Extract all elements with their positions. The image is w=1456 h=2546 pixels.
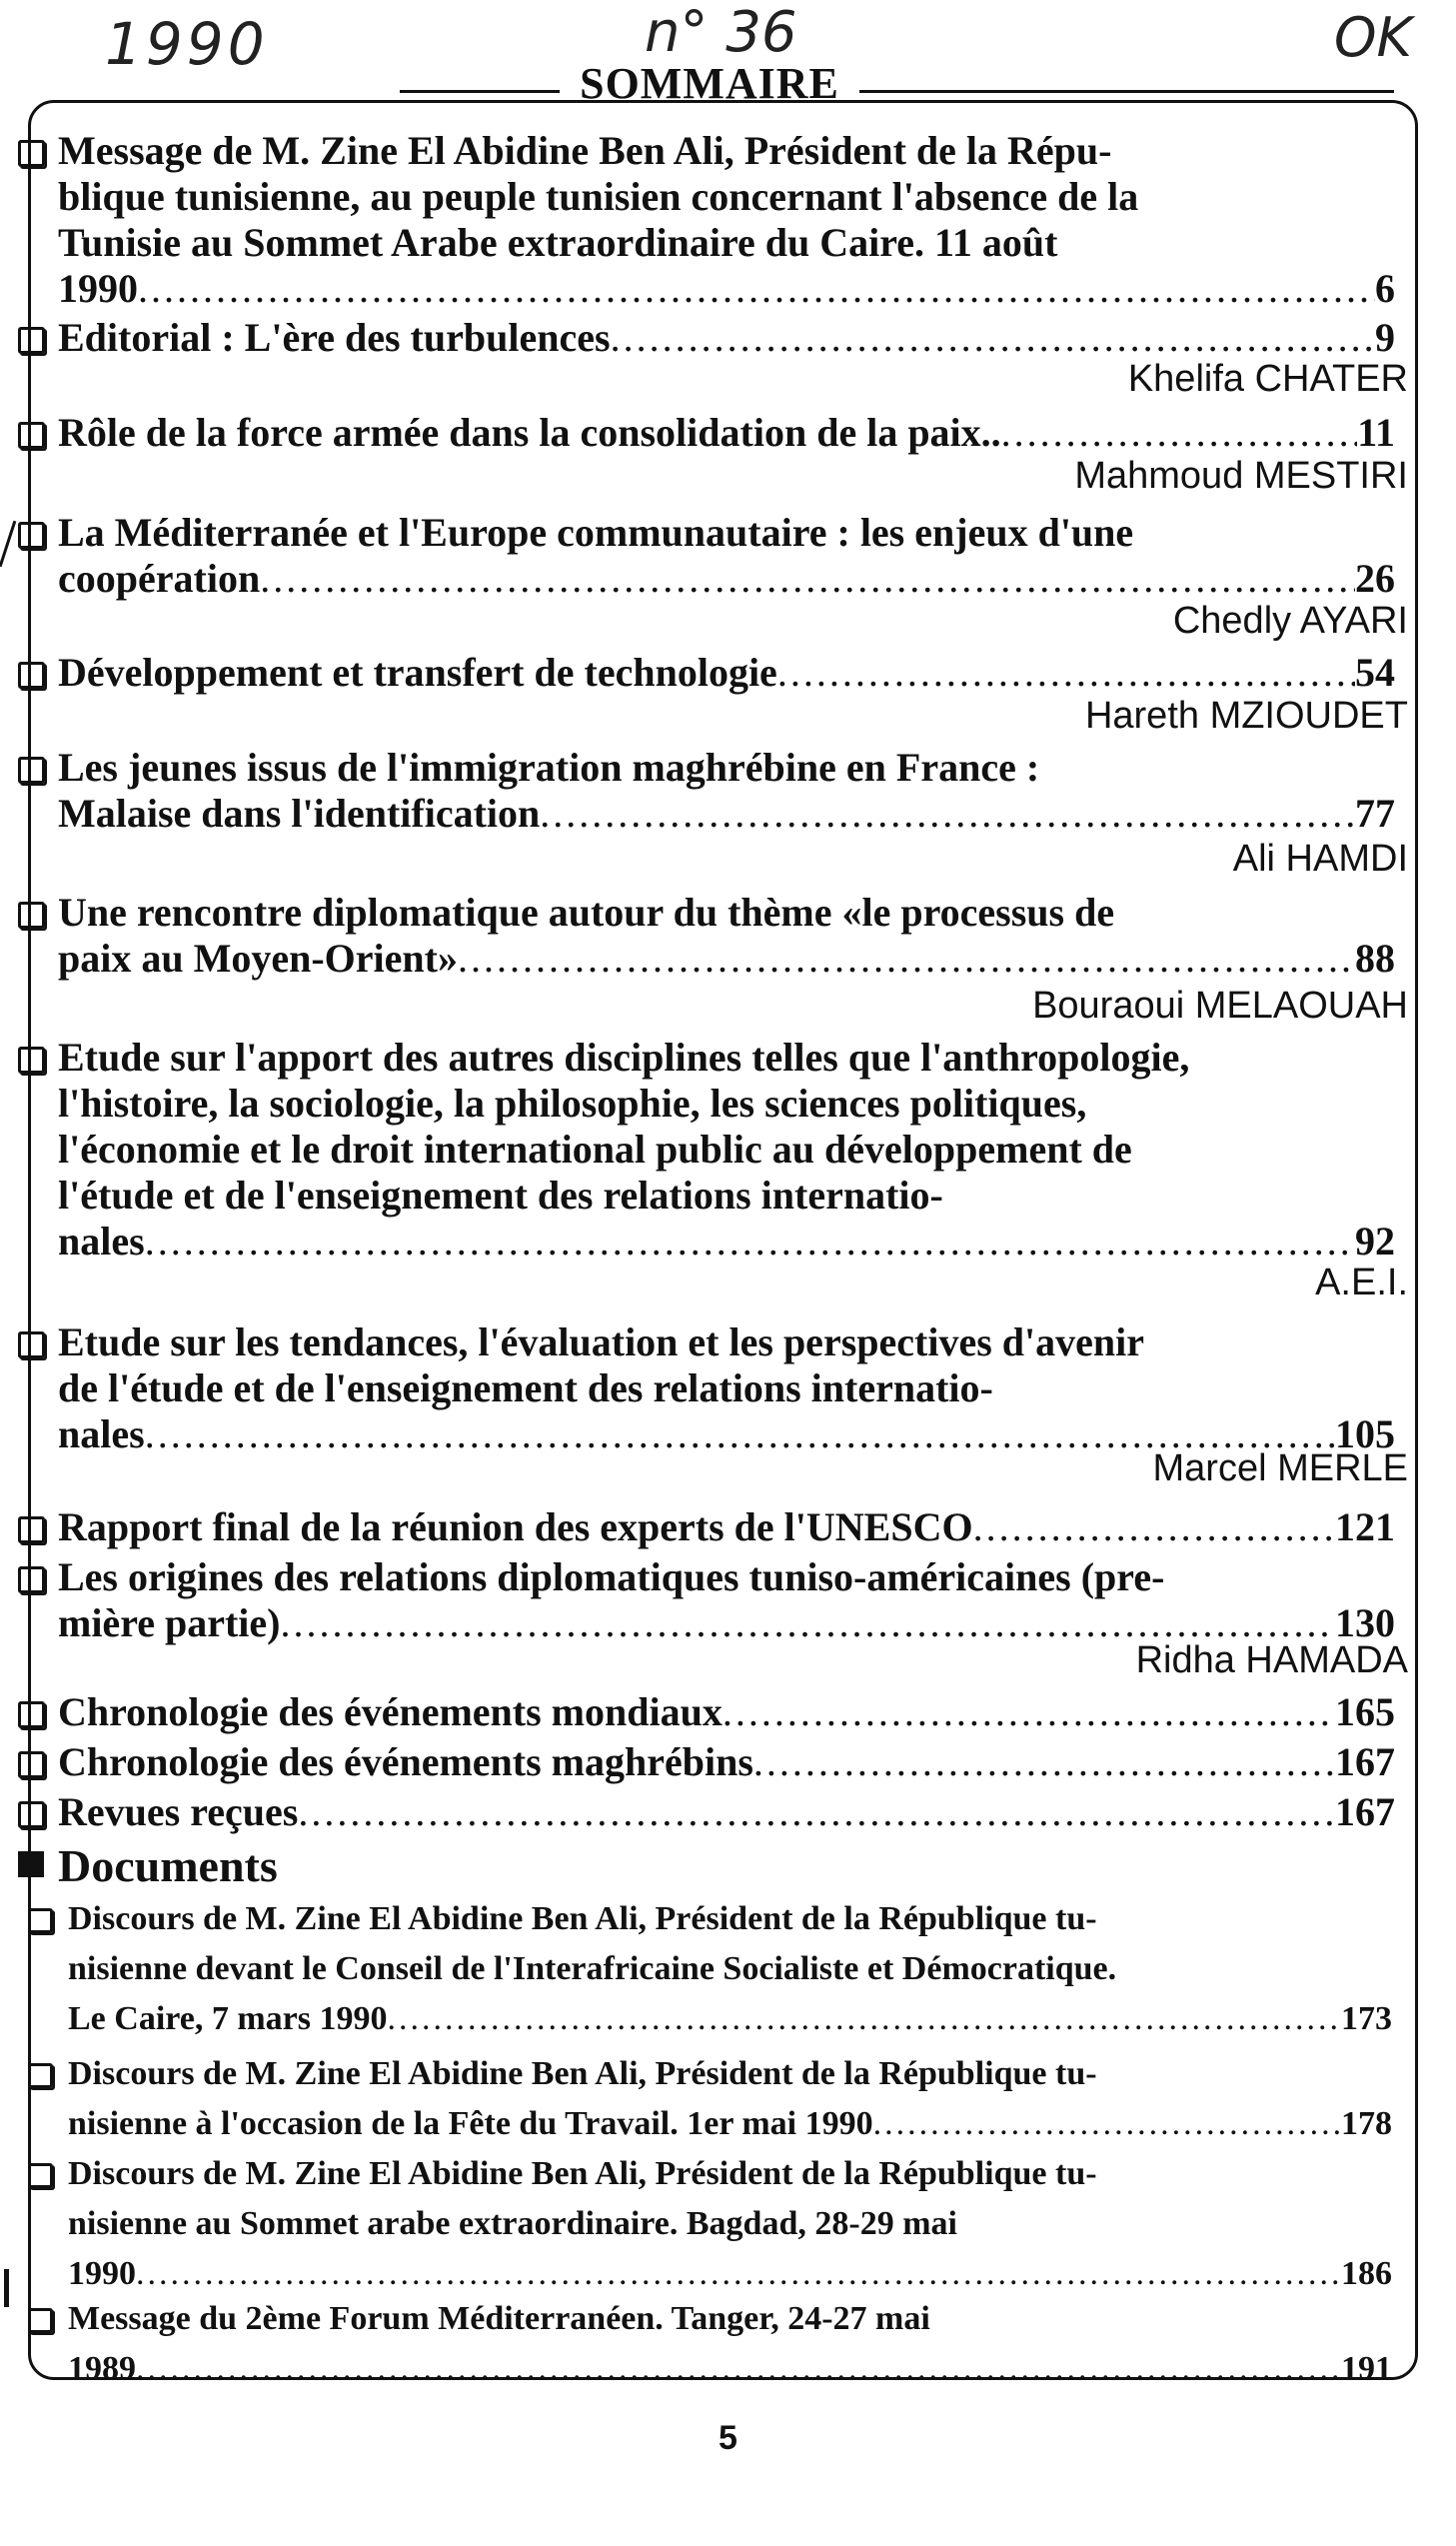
page-ref: 54 [1355, 650, 1395, 695]
page-ref: 92 [1355, 1219, 1395, 1264]
entry-leader-line [58, 266, 1395, 312]
entry-title-last: Rapport final de la réunion des experts de l'UNESCO [58, 1504, 973, 1549]
toc-entry [58, 1319, 1395, 1457]
checkbox-square-icon [18, 1516, 45, 1543]
dot-leader [298, 1789, 1335, 1835]
entry-title-line: Message du 2ème Forum Méditerranéen. Tanger, 24-27 mai [68, 2300, 930, 2337]
entry-leader-line [58, 1789, 1395, 1835]
checkbox-square-icon [28, 2063, 53, 2088]
entry-title-last: nales [58, 1219, 145, 1264]
checkbox-square-icon [18, 1801, 45, 1828]
page-ref: 9 [1375, 315, 1395, 360]
entry-title-line: nisienne devant le Conseil de l'Interafricaine Socialiste et Démocratique. [68, 1950, 1117, 1987]
page-ref: 26 [1355, 556, 1395, 601]
entry-author: Ali HAMDI [1232, 838, 1408, 880]
entry-leader-line [58, 1219, 1395, 1265]
document-entry [68, 2049, 1392, 2149]
entry-title-line: blique tunisienne, au peuple tunisien concernant l'absence de la [58, 174, 1139, 219]
margin-mark [0, 521, 16, 568]
page-ref: 173 [1341, 2000, 1392, 2037]
toc-entry [58, 510, 1395, 602]
filled-square-icon [18, 1851, 44, 1877]
entry-leader-line [68, 2099, 1392, 2149]
page-ref: 167 [1335, 1739, 1395, 1784]
checkbox-square-icon [18, 1331, 45, 1358]
entry-title-last: Rôle de la force armée dans la consolidation de la paix.. [58, 410, 1001, 455]
margin-mark [4, 2269, 9, 2307]
handwritten-year: 1990 [105, 10, 269, 78]
toc-entry [58, 1035, 1395, 1265]
checkbox-square-icon [18, 757, 45, 784]
page-ref: 77 [1355, 791, 1395, 836]
dot-leader [723, 1689, 1335, 1735]
toc-entry [58, 890, 1395, 982]
handwritten-issue-number: n° 36 [645, 0, 797, 65]
entry-author: A.E.I. [1315, 1262, 1408, 1303]
document-entry [68, 1894, 1392, 2044]
dot-leader [777, 650, 1355, 696]
toc-entry [58, 1789, 1395, 1835]
entry-leader-line [68, 2249, 1392, 2299]
documents-heading-label: Documents [58, 1840, 278, 1891]
entry-title-last: 1989 [68, 2350, 136, 2387]
toc-entry [58, 745, 1395, 837]
toc-entry [58, 315, 1395, 361]
entry-title-line: Les origines des relations diplomatiques tuniso-américaines (pre- [58, 1554, 1165, 1599]
title-rule-right [859, 90, 1394, 93]
toc-entry [58, 1689, 1395, 1735]
page-ref: 88 [1355, 936, 1395, 981]
dot-leader [540, 791, 1355, 837]
checkbox-square-icon [18, 1566, 45, 1593]
page-ref: 167 [1335, 1789, 1395, 1834]
entry-leader-line [58, 791, 1395, 837]
page-ref: 165 [1335, 1689, 1395, 1734]
entry-title-last: Chronologie des événements mondiaux [58, 1689, 723, 1734]
entry-title-last: paix au Moyen-Orient» [58, 936, 458, 981]
entry-title-line: Discours de M. Zine El Abidine Ben Ali, Président de la République tu- [68, 2155, 1097, 2192]
checkbox-square-icon [18, 327, 45, 354]
entry-title-last: Malaise dans l'identification [58, 791, 541, 836]
entry-author: Hareth MZIOUDET [1084, 695, 1408, 737]
checkbox-square-icon [18, 422, 45, 449]
entry-title-line: Message de M. Zine El Abidine Ben Ali, Président de la Répu- [58, 128, 1112, 173]
toc-entry [58, 1554, 1395, 1646]
entry-title-last: Le Caire, 7 mars 1990 [68, 2000, 388, 2037]
page-ref: 191 [1341, 2350, 1392, 2387]
handwritten-ok: OK [1334, 6, 1412, 69]
toc-entry [58, 128, 1395, 312]
page-number: 5 [719, 2419, 737, 2457]
dot-leader [611, 315, 1375, 361]
entry-leader-line [58, 1689, 1395, 1735]
dot-leader [1001, 410, 1358, 456]
entry-author: Bouraoui MELAOUAH [1032, 985, 1408, 1027]
checkbox-square-icon [18, 1751, 45, 1778]
document-entry [68, 2149, 1392, 2299]
page-ref: 178 [1341, 2105, 1392, 2142]
document-entry [68, 2294, 1392, 2394]
checkbox-square-icon [18, 1047, 45, 1074]
entry-title-line: Etude sur les tendances, l'évaluation et les perspectives d'avenir [58, 1319, 1144, 1364]
checkbox-square-icon [18, 522, 45, 549]
entry-title-last: Editorial : L'ère des turbulences [58, 315, 611, 360]
entry-title-line: Discours de M. Zine El Abidine Ben Ali, Président de la République tu- [68, 2055, 1097, 2092]
entry-title-line: de l'étude et de l'enseignement des relations internatio- [58, 1365, 993, 1410]
entry-author: Khelifa CHATER [1127, 358, 1408, 400]
dot-leader [260, 556, 1355, 602]
entry-author: Mahmoud MESTIRI [1074, 455, 1408, 497]
toc-entry [58, 410, 1395, 456]
entry-title-line: nisienne au Sommet arabe extraordinaire. Bagdad, 28-29 mai [68, 2205, 957, 2242]
entry-title-last: 1990 [58, 266, 138, 311]
dot-leader [136, 2249, 1341, 2299]
dot-leader [138, 266, 1375, 312]
dot-leader [136, 2344, 1341, 2394]
toc-entry [58, 650, 1395, 696]
checkbox-square-icon [28, 2308, 53, 2333]
entry-leader-line [58, 650, 1395, 696]
entry-title-line: l'histoire, la sociologie, la philosophie, les sciences politiques, [58, 1081, 1087, 1126]
entry-title-line: Discours de M. Zine El Abidine Ben Ali, Président de la République tu- [68, 1900, 1097, 1937]
entry-title-last: Développement et transfert de technologie [58, 650, 777, 695]
dot-leader [973, 1504, 1335, 1550]
checkbox-square-icon [28, 1908, 53, 1933]
entry-title-line: Les jeunes issus de l'immigration maghrébine en France : [58, 745, 1040, 790]
dot-leader [873, 2099, 1341, 2149]
entry-title-line: Etude sur l'apport des autres disciplines telles que l'anthropologie, [58, 1035, 1190, 1080]
page-ref: 186 [1341, 2255, 1392, 2292]
entry-title-line: Une rencontre diplomatique autour du thème «le processus de [58, 890, 1115, 935]
entry-author: Ridha HAMADA [1135, 1639, 1408, 1681]
checkbox-square-icon [18, 662, 45, 689]
page-ref: 105 [1335, 1411, 1395, 1456]
checkbox-square-icon [28, 2163, 53, 2188]
entry-leader-line [58, 410, 1395, 456]
entry-title-line: La Méditerranée et l'Europe communautaire : les enjeux d'une [58, 510, 1134, 555]
entry-author: Marcel MERLE [1152, 1447, 1408, 1489]
entry-leader-line [58, 1739, 1395, 1785]
checkbox-square-icon [18, 140, 45, 167]
entry-title-last: mière partie) [58, 1600, 281, 1645]
entry-title-last: Revues reçues [58, 1789, 299, 1834]
entry-leader-line [58, 936, 1395, 982]
page-ref: 130 [1335, 1600, 1395, 1645]
entry-leader-line [58, 315, 1395, 361]
entry-title-last: nisienne à l'occasion de la Fête du Travail. 1er mai 1990 [68, 2105, 873, 2142]
checkbox-square-icon [18, 1701, 45, 1728]
entry-title-line: l'étude et de l'enseignement des relations internatio- [58, 1173, 943, 1218]
entry-title-last: nales [58, 1411, 145, 1456]
entry-leader-line [68, 1994, 1392, 2044]
toc-entry [58, 1504, 1395, 1550]
documents-heading [58, 1839, 278, 1892]
page-ref: 6 [1375, 266, 1395, 311]
entry-title-line: Tunisie au Sommet Arabe extraordinaire du Caire. 11 août [58, 220, 1058, 265]
entry-leader-line [68, 2344, 1392, 2394]
title-rule-left [400, 90, 560, 93]
dot-leader [753, 1739, 1335, 1785]
entry-title-line: l'économie et le droit international public au développement de [58, 1127, 1132, 1172]
dot-leader [458, 936, 1355, 982]
entry-title-last: coopération [58, 556, 261, 601]
entry-author: Chedly AYARI [1172, 600, 1408, 642]
entry-leader-line [58, 556, 1395, 602]
checkbox-square-icon [18, 902, 45, 929]
page-title: SOMMAIRE [580, 59, 839, 108]
page-ref: 11 [1357, 410, 1395, 455]
entry-title-last: Chronologie des événements maghrébins [58, 1739, 753, 1784]
page-ref: 121 [1335, 1504, 1395, 1549]
dot-leader [387, 1994, 1341, 2044]
entry-title-last: 1990 [68, 2255, 136, 2292]
entry-leader-line [58, 1504, 1395, 1550]
dot-leader [145, 1219, 1355, 1265]
toc-entry [58, 1739, 1395, 1785]
